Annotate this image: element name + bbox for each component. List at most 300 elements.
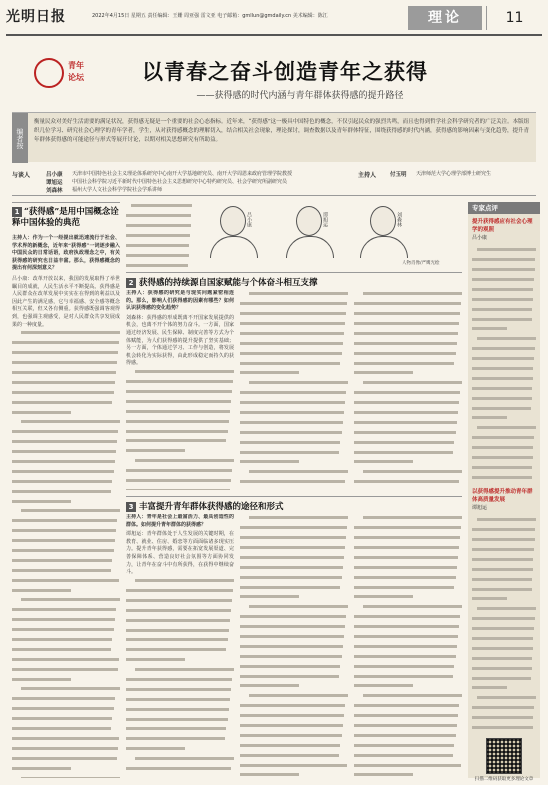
greeked-text-line [126, 638, 234, 646]
greeked-text-line [126, 410, 234, 418]
participant-name-3: 刘森林 [46, 188, 63, 194]
greeked-text-line [472, 558, 536, 566]
greeked-text-line [12, 450, 120, 458]
greeked-text-line [126, 767, 234, 775]
greeked-text-line [240, 302, 348, 310]
greeked-text-line [126, 757, 234, 765]
greeked-text-line [12, 668, 120, 676]
greeked-text-line [354, 566, 462, 574]
greeked-text-line [240, 312, 348, 320]
sidebar-title-2-text: 以获得感提升推动青年群体高质量发展 [472, 489, 533, 503]
greeked-text-line [126, 400, 234, 408]
greeked-text-line [472, 538, 536, 546]
greeked-text-line [472, 367, 536, 375]
greeked-text-line [240, 342, 348, 350]
page-number: 11 [486, 6, 542, 30]
greeked-text-line [240, 773, 348, 776]
greeked-text-line [240, 576, 348, 584]
greeked-text-line [12, 500, 120, 508]
greeked-text-line [472, 627, 536, 635]
participant-name-2: 谭旭运 [46, 180, 63, 186]
portrait-1 [206, 202, 262, 260]
greeked-text-line [472, 466, 536, 474]
greeked-text-line [472, 647, 536, 655]
greeked-text-line [126, 747, 234, 755]
greeked-text-line [472, 298, 536, 306]
portrait-3 [356, 202, 412, 260]
greeked-text-line [240, 352, 348, 360]
greeked-text-line [12, 608, 120, 616]
sidebar-title-1-text: 提升获得感应有社会心理学的观照 [472, 219, 533, 233]
greeked-text-line [126, 648, 234, 656]
portrait-head-icon [296, 206, 322, 236]
greeked-text-line [12, 519, 120, 527]
greeked-text-line [472, 476, 536, 482]
greeked-text-line [354, 411, 462, 419]
greeked-text-line [126, 579, 234, 587]
page-subtitle: ——获得感的时代内涵与青年群体获得感的提升路径 [196, 91, 404, 101]
greeked-text-line [354, 595, 462, 603]
left-column [12, 202, 120, 778]
section-2-paragraph: 刘森林：获得感的形成既离不开国家发展提供的机会，也离不开个体的努力奋斗。一方面，国家通过经济发展、民生保障、制度完善等方式为个体赋能，为人们获得感的提升提供了坚实基础；另一方面，个体通过学习、工作与创造，将发展机会转化为实际获得，由此形成稳定而持久的获得感。 [126, 314, 234, 367]
editor-note-text: 衡量民众对美好生活需要的满足状况，获得感无疑是一个重要的社会心态指标。近年来，“获得感”这一极具中国特色的概念，不仅引起民众的强烈共鸣，而且也得到哲学社会科学研究者的广泛关注。本版组织几位学习、研究社会心理学的青年学者，学生，从对获得感概念的理解切入，结合相关社会现象，理论探讨，调查数据以及青年群体特征，围绕获得感的时代内涵，获得感的影响因素与变化趋势，提升青年群体获得感的可能途径与形式等展开讨论，以期对相关思想研究有所助益。 [34, 119, 530, 143]
greeked-text-line [126, 737, 234, 745]
greeked-text-line [126, 459, 234, 467]
greeked-text-line [12, 648, 120, 656]
greeked-text-line [12, 579, 120, 587]
greeked-text-line [354, 556, 462, 564]
greeked-text-line [354, 734, 462, 742]
greeked-text-line [354, 714, 462, 722]
portrait-caption-3: 刘森林 [396, 212, 402, 227]
greeked-text-line [12, 460, 120, 468]
greeked-text-line [354, 615, 462, 623]
greeked-text-line [472, 726, 536, 732]
portrait-caption-2: 谭旭运 [322, 212, 328, 227]
greeked-text-line [240, 536, 348, 544]
greeked-text-line [240, 371, 348, 379]
section-3-number: 3 [126, 502, 136, 512]
greeked-text-line [472, 416, 536, 424]
greeked-text-line [12, 371, 120, 379]
greeked-text-line [126, 479, 234, 487]
greeked-text-line [240, 586, 348, 594]
greeked-text-line [472, 436, 536, 444]
greeked-text-line [126, 727, 234, 735]
greeked-text-line [240, 362, 348, 370]
badge-line-2: 论坛 [68, 72, 84, 82]
section-3-lead: 主持人：青年是社会上最富活力、最具创造性的群体。如何提升青年群体的获得感？ [126, 514, 234, 528]
greeked-text-line [126, 619, 234, 627]
greeked-text-line [240, 704, 348, 712]
greeked-text-line [126, 370, 234, 378]
greeked-text-line [472, 248, 536, 256]
greeked-text-line [240, 714, 348, 722]
greeked-text-line [126, 244, 192, 252]
greeked-text-line [354, 371, 462, 379]
greeked-text-line [354, 470, 462, 478]
greeked-text-line [240, 332, 348, 340]
greeked-text-line [240, 526, 348, 534]
greeked-text-line [472, 716, 536, 724]
portrait-2 [282, 202, 338, 260]
greeked-text-line [354, 635, 462, 643]
greeked-text-line [126, 658, 234, 666]
lead-in-text [126, 202, 192, 270]
section-2-number: 2 [126, 278, 136, 288]
greeked-text-line [126, 390, 234, 398]
greeked-text-line [472, 407, 536, 415]
greeked-text-line [12, 490, 120, 498]
greeked-text-line [472, 347, 536, 355]
greeked-text-line [472, 657, 536, 665]
greeked-text-line [354, 322, 462, 330]
greeked-text-line [472, 357, 536, 365]
greeked-text-line [472, 258, 536, 266]
greeked-text-line [12, 598, 120, 606]
sidebar-title-1 [472, 218, 536, 242]
greeked-text-line [126, 214, 192, 222]
greeked-text-line [472, 706, 536, 714]
greeked-text-line [126, 420, 234, 428]
greeked-text-line [240, 665, 348, 673]
greeked-text-line [472, 446, 536, 454]
section-3-title: 丰富提升青年群体获得感的途径和形式 [139, 502, 284, 512]
greeked-text-line [12, 638, 120, 646]
greeked-text-line [12, 480, 120, 488]
greeked-text-line [240, 391, 348, 399]
greeked-text-line [472, 268, 536, 276]
greeked-text-line [354, 480, 462, 488]
greeked-text-line [354, 694, 462, 702]
sidebar-author-1: 吕小康 [472, 235, 488, 241]
greeked-text-line [472, 548, 536, 556]
greeked-text-line [472, 387, 536, 395]
portrait-body-icon [286, 236, 334, 258]
greeked-text-line [12, 470, 120, 478]
greeked-text-line [12, 331, 120, 339]
section-3-col-3 [354, 514, 462, 776]
greeked-text-line [126, 489, 234, 490]
participant-desc-3: 福州大学人文社会科学学院社会学系讲师 [72, 187, 163, 193]
greeked-text-line [240, 470, 348, 478]
participants-label: 与谈人 [12, 172, 31, 179]
greeked-text-line [12, 539, 120, 547]
greeked-text-line [126, 609, 234, 617]
section-2-title: 获得感的持续源自国家赋能与个体奋斗相互支撑 [139, 278, 318, 288]
greeked-text-line [240, 675, 348, 683]
greeked-text-line [12, 707, 120, 715]
editor-note [12, 112, 536, 162]
greeked-text-line [126, 718, 234, 726]
greeked-text-line [12, 777, 120, 779]
host-label: 主持人 [358, 172, 377, 179]
greeked-text-line [240, 635, 348, 643]
greeked-text-line [472, 308, 536, 316]
greeked-text-line [472, 597, 536, 605]
greeked-text-line [354, 401, 462, 409]
qr-code-icon[interactable] [486, 738, 522, 774]
participant-desc-2: 中国社会科学院习近平新时代中国特色社会主义思想研究中心特约研究员、社会学研究所副研究员 [72, 179, 288, 185]
participant-name-1: 吕小康 [46, 172, 63, 178]
section-1-lead: 主持人：作为一个一经提出就迅速流行于社会、学术界的新概念，近年来“获得感”一词逐步融入中国民众的日常话语，政府执政理念之中，有关获得感的研究也日益丰富。那么，获得感概念的提出有何深刻意义？ [12, 235, 120, 272]
greeked-text-line [126, 469, 234, 477]
greeked-text-line [354, 332, 462, 340]
greeked-text-line [472, 337, 536, 345]
masthead-rule [6, 34, 542, 36]
column-badge [34, 58, 104, 98]
greeked-text-line [12, 569, 120, 577]
greeked-text-line [354, 754, 462, 762]
section-tab[interactable]: 理论 [408, 6, 482, 30]
section-2-col-1 [126, 290, 234, 490]
greeked-text-line [354, 526, 462, 534]
section-1-heading [12, 202, 120, 229]
greeked-text-line [472, 288, 536, 296]
issue-meta: 2022年4月15日 星期五 责任编辑：王姗 周亚强 雷文亚 电子邮箱：gmllun@gmdaily.cn 美术编辑：陈江 [92, 13, 328, 19]
greeked-text-line [240, 694, 348, 702]
greeked-text-line [12, 697, 120, 705]
badge-circle-icon [34, 58, 64, 88]
greeked-text-line [126, 430, 234, 438]
greeked-text-line [472, 696, 536, 704]
host-name: 付玉明 [390, 172, 407, 178]
greeked-text-line [12, 618, 120, 626]
greeked-text-line [126, 629, 234, 637]
greeked-text-line [12, 727, 120, 735]
greeked-text-line [240, 411, 348, 419]
greeked-text-line [354, 546, 462, 554]
participant-desc-1: 天津市中国特色社会主义理论体系研究中心南开大学基地研究员、南开大学周恩来政府管理学院教授 [72, 171, 293, 177]
qr-caption: 扫描二维码获取更多理论文章 [474, 777, 534, 782]
greeked-text-line [354, 684, 462, 692]
greeked-text-line [472, 377, 536, 385]
greeked-text-line [12, 420, 120, 428]
greeked-text-line [240, 401, 348, 409]
greeked-text-line [12, 381, 120, 389]
greeked-text-line [126, 678, 234, 686]
greeked-text-line [240, 431, 348, 439]
greeked-text-line [240, 292, 348, 300]
greeked-text-line [472, 607, 536, 615]
greeked-text-line [354, 342, 462, 350]
greeked-text-line [472, 318, 536, 326]
section-3-col-1 [126, 514, 234, 776]
greeked-text-line [126, 264, 192, 270]
greeked-text-line [472, 568, 536, 576]
section-2-col-3 [354, 290, 462, 490]
greeked-text-line [12, 440, 120, 448]
section-3-paragraph: 谭旭运：青年群体处于人生发展的关键时期，在教育、就业、住房、婚恋等方面面临诸多现实压力。提升青年获得感，需要在拓宽发展渠道、完善保障体系、营造良好社会氛围等方面协同发力，让青年在奋斗中有所获得，在获得中继续奋斗。 [126, 531, 234, 576]
greeked-text-line [354, 292, 462, 300]
greeked-text-line [472, 677, 536, 685]
greeked-text-line [354, 645, 462, 653]
greeked-text-line [354, 724, 462, 732]
host-desc: 天津师范大学心理学部博士研究生 [416, 171, 492, 177]
greeked-text-line [354, 744, 462, 752]
sidebar-title-2 [472, 488, 536, 512]
greeked-text-line [126, 688, 234, 696]
greeked-text-line [240, 322, 348, 330]
sidebar-text-1 [472, 246, 536, 482]
greeked-text-line [12, 678, 120, 686]
portrait-credit: 人物肖像/严鹰光绘 [402, 261, 440, 266]
greeked-text-line [240, 480, 348, 488]
greeked-text-line [240, 615, 348, 623]
greeked-text-line [472, 588, 536, 596]
greeked-text-line [12, 628, 120, 636]
editor-note-tag: 编者按 [12, 113, 28, 163]
greeked-text-line [240, 441, 348, 449]
greeked-text-line [240, 460, 348, 468]
greeked-text-line [472, 667, 536, 675]
greeked-text-line [240, 655, 348, 663]
participants [12, 168, 536, 196]
greeked-text-line [240, 381, 348, 389]
middle-columns [126, 202, 462, 778]
greeked-text-line [12, 411, 120, 419]
sidebar-heading: 专家点评 [468, 202, 540, 214]
portrait-body-icon [360, 236, 408, 258]
greeked-text-line [472, 278, 536, 286]
greeked-text-line [12, 430, 120, 438]
portrait-body-icon [210, 236, 258, 258]
greeked-text-line [240, 625, 348, 633]
greeked-text-line [12, 737, 120, 745]
greeked-text-line [126, 708, 234, 716]
greeked-text-line [472, 327, 536, 335]
greeked-text-line [354, 665, 462, 673]
greeked-text-line [12, 589, 120, 597]
greeked-text-line [354, 704, 462, 712]
greeked-text-line [354, 655, 462, 663]
greeked-text-line [12, 529, 120, 537]
greeked-text-line [12, 341, 120, 349]
greeked-text-line [354, 441, 462, 449]
greeked-text-line [240, 744, 348, 752]
greeked-text-line [126, 224, 192, 232]
greeked-text-line [354, 460, 462, 468]
section-3-col-2 [240, 514, 348, 776]
section-2-lead: 主持人：获得感的研究是与现实问题紧密相连的。那么，影响人们获得感的因素有哪些？如何认识获得感的变化趋势？ [126, 290, 234, 312]
greeked-text-line [126, 234, 192, 242]
greeked-text-line [354, 431, 462, 439]
greeked-text-line [472, 528, 536, 536]
portrait-strip [196, 202, 456, 264]
greeked-text-line [354, 362, 462, 370]
greeked-text-line [354, 625, 462, 633]
greeked-text-line [472, 456, 536, 464]
badge-line-1: 青年 [68, 60, 84, 70]
greeked-text-line [240, 764, 348, 772]
greeked-text-line [240, 516, 348, 524]
newspaper-logo: 光明日报 [6, 9, 66, 25]
greeked-text-line [354, 391, 462, 399]
greeked-text-line [240, 595, 348, 603]
greeked-text-line [126, 599, 234, 607]
greeked-text-line [354, 381, 462, 389]
greeked-text-line [12, 361, 120, 369]
section-2-heading [126, 272, 462, 288]
greeked-text-line [354, 773, 462, 776]
greeked-text-line [12, 687, 120, 695]
greeked-text-line [126, 204, 192, 212]
greeked-text-line [240, 605, 348, 613]
greeked-text-line [12, 658, 120, 666]
greeked-text-line [354, 421, 462, 429]
portrait-head-icon [220, 206, 246, 236]
greeked-text-line [240, 566, 348, 574]
greeked-text-line [12, 767, 120, 775]
greeked-text-line [126, 380, 234, 388]
section-1-number: 1 [12, 207, 22, 217]
greeked-text-line [354, 352, 462, 360]
sidebar-text-2 [472, 516, 536, 732]
greeked-text-line [126, 439, 234, 447]
masthead [0, 0, 548, 40]
page-title: 以青春之奋斗创造青年之获得 [142, 59, 428, 84]
greeked-text-line [126, 668, 234, 676]
section-1-continued-text [12, 331, 120, 778]
greeked-text-line [12, 509, 120, 517]
greeked-text-line [12, 391, 120, 399]
section-1-title: “获得感”是用中国概念诠释中国体验的典范 [12, 207, 119, 228]
greeked-text-line [354, 586, 462, 594]
greeked-text-line [12, 757, 120, 765]
greeked-text-line [126, 589, 234, 597]
greeked-text-line [12, 717, 120, 725]
greeked-text-line [472, 617, 536, 625]
greeked-text-line [354, 605, 462, 613]
greeked-text-line [354, 675, 462, 683]
greeked-text-line [472, 397, 536, 405]
greeked-text-line [12, 351, 120, 359]
greeked-text-line [240, 754, 348, 762]
greeked-text-line [240, 421, 348, 429]
greeked-text-line [472, 426, 536, 434]
sidebar-author-2: 谭旭运 [472, 505, 488, 511]
greeked-text-line [472, 518, 536, 526]
greeked-text-line [354, 536, 462, 544]
greeked-text-line [472, 686, 536, 694]
greeked-text-line [12, 549, 120, 557]
greeked-text-line [240, 734, 348, 742]
greeked-text-line [240, 724, 348, 732]
greeked-text-line [240, 645, 348, 653]
section-3-heading [126, 496, 462, 512]
greeked-text-line [354, 451, 462, 459]
greeked-text-line [472, 637, 536, 645]
greeked-text-line [472, 578, 536, 586]
greeked-text-line [126, 254, 192, 262]
section-1-paragraph: 吕小康：改革开放以来，我国的发展取得了举世瞩目的成就，人民生活水平不断提高。获得感是人民群众在改革发展中实实在在得到的利益以及因此产生的满足感，它与幸福感、安全感等概念相互关联，但又各有侧重。获得感既强调客观得到，也强调主观感受，是对人民群众共享发展成果的一种度量。 [12, 275, 120, 328]
greeked-text-line [240, 684, 348, 692]
greeked-text-line [126, 449, 234, 457]
greeked-text-line [354, 312, 462, 320]
portrait-head-icon [370, 206, 396, 236]
greeked-text-line [12, 559, 120, 567]
greeked-text-line [240, 556, 348, 564]
greeked-text-line [126, 698, 234, 706]
greeked-text-line [240, 546, 348, 554]
greeked-text-line [354, 516, 462, 524]
greeked-text-line [12, 747, 120, 755]
expert-comment-sidebar [468, 202, 540, 782]
greeked-text-line [240, 451, 348, 459]
greeked-text-line [354, 302, 462, 310]
portrait-caption-1: 吕小康 [246, 212, 252, 227]
section-2-col-2 [240, 290, 348, 490]
